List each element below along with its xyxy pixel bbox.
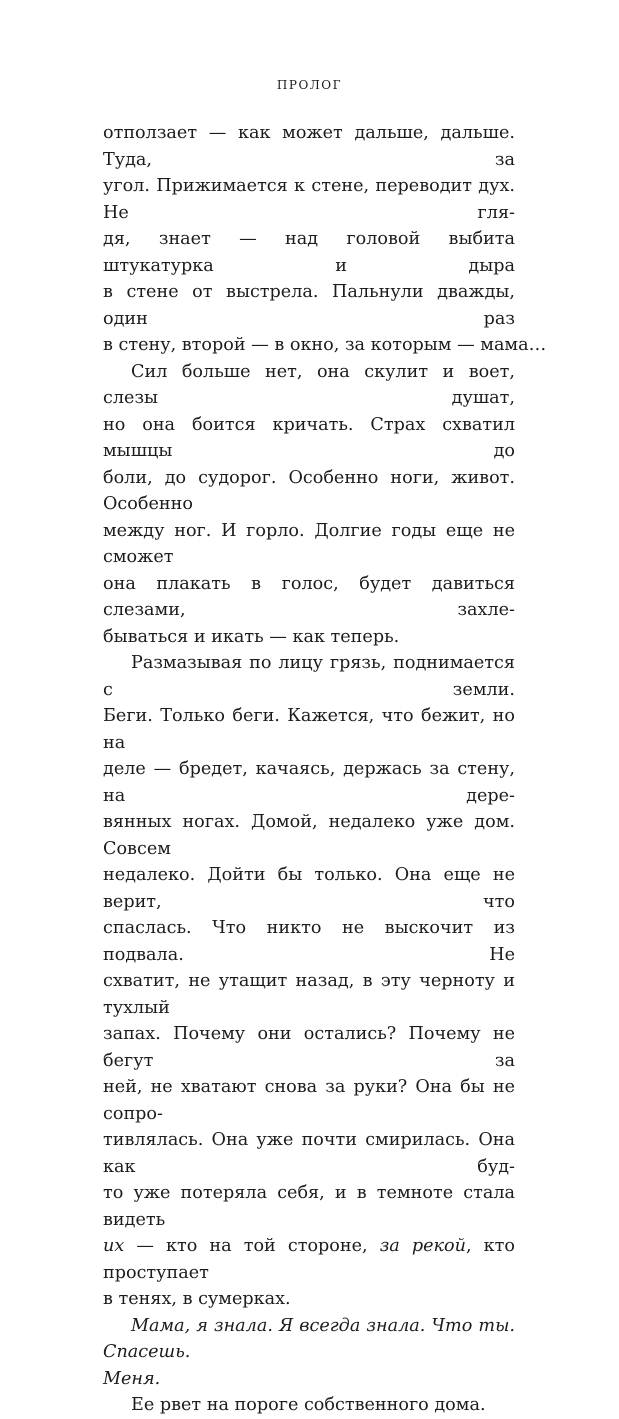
italic-text: Меня. [103, 1368, 161, 1389]
text-line [103, 650, 515, 703]
text-line [103, 465, 515, 518]
text-line [103, 756, 515, 809]
text-line [103, 518, 515, 571]
text-run: запах. Почему они остались? Почему не бегут за [103, 1024, 515, 1071]
paragraph [103, 359, 515, 651]
text-line [103, 279, 515, 332]
text-line [103, 915, 515, 968]
italic-text: за рекой [379, 1236, 466, 1256]
text-line [103, 120, 515, 173]
text-run: в стену, второй — в окно, за которым — мама… [103, 335, 547, 355]
text-run: спаслась. Что никто не выскочит из подвала. Не [103, 918, 515, 965]
text-line [103, 809, 515, 862]
text-line [103, 862, 515, 915]
text-run: — кто на той стороне, [124, 1236, 380, 1256]
text-run: бываться и икать — как теперь. [103, 626, 400, 647]
text-line [103, 1127, 515, 1180]
text-run: но она боится кричать. Страх схватил мышцы до [103, 414, 515, 461]
text-run: Беги. Только беги. Кажется, что бежит, но на [103, 706, 515, 753]
running-title: ПРОЛОГ [276, 78, 343, 92]
text-line [103, 1074, 515, 1127]
text-line [103, 1180, 515, 1233]
text-line [103, 412, 515, 465]
text-line [103, 1286, 515, 1313]
text-run: ней, не хватают снова за руки? Она бы не сопро- [103, 1077, 515, 1124]
text-run: , кто проступает [103, 1236, 515, 1283]
text-run: недалеко. Дойти бы только. Она еще не верит, что [103, 865, 515, 912]
paragraph [103, 120, 547, 359]
text-run: в тенях, в сумерках. [103, 1289, 291, 1309]
text-run: дя, знает — над головой выбита штукатурка и дыра [103, 229, 515, 276]
text-run: между ног. И горло. Долгие годы еще не сможет [103, 520, 515, 567]
text-line [103, 703, 515, 756]
text-line [103, 226, 515, 279]
text-run: Сил больше нет, она скулит и воет, слезы душат, [103, 361, 515, 408]
text-run: то уже потеряла себя, и в темноте стала видеть [103, 1183, 515, 1230]
text-line [103, 624, 515, 651]
text-line [103, 173, 515, 226]
text-line [103, 1392, 515, 1419]
text-run: в стене от выстрела. Пальнули дважды, один раз [103, 282, 515, 329]
text-run: угол. Прижимается к стене, переводит дух. Не гля- [103, 176, 515, 223]
text-run: отползает — как может дальше, дальше. Туда, за [103, 123, 515, 170]
text-run: Ее рвет на пороге собственного дома. [131, 1395, 486, 1415]
text-line [103, 968, 515, 1021]
text-run: схватит, не утащит назад, в эту черноту и тухлый [103, 971, 515, 1018]
body-text [103, 120, 547, 1419]
italic-text: их [103, 1236, 125, 1256]
text-run: Размазывая по лицу грязь, поднимается с земли. [103, 653, 515, 700]
text-line [103, 1366, 515, 1393]
text-run: тивлялась. Она уже почти смирилась. Она как буд- [103, 1130, 515, 1177]
text-line [103, 1313, 515, 1366]
text-line [103, 332, 547, 359]
paragraph [103, 650, 515, 1313]
paragraph [103, 1392, 515, 1419]
text-line [103, 359, 515, 412]
italic-text: Мама, я знала. Я всегда знала. Что ты. Спасешь. [103, 1315, 515, 1362]
text-line [103, 1021, 515, 1074]
text-line [103, 1233, 515, 1286]
text-run: вянных ногах. Домой, недалеко уже дом. Совсем [103, 812, 515, 859]
text-run: она плакать в голос, будет давиться слезами, захле- [103, 573, 515, 620]
text-run: боли, до судорог. Особенно ноги, живот. Особенно [103, 467, 515, 514]
text-line [103, 571, 515, 624]
paragraph [103, 1313, 515, 1393]
text-run: деле — бредет, качаясь, держась за стену, на дере- [103, 759, 515, 806]
